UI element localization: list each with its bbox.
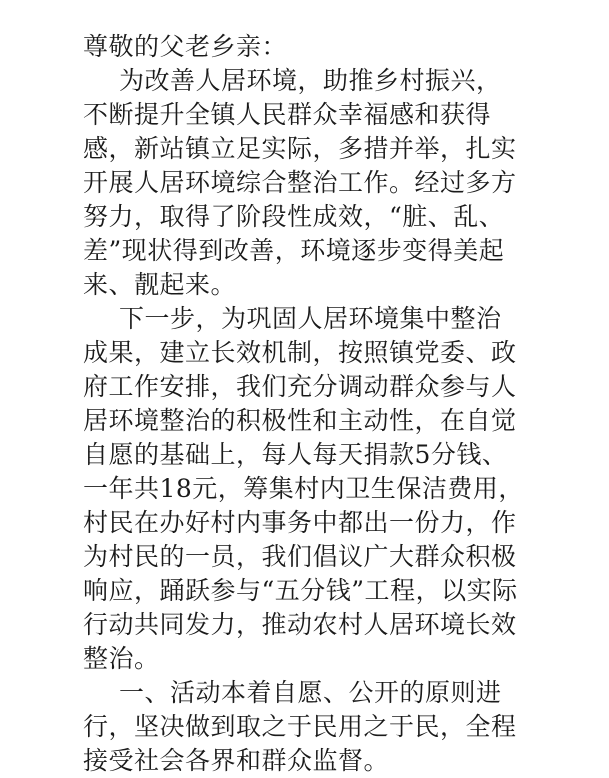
document-line: 自愿的基础上，每人每天捐款5分钱、: [83, 440, 508, 469]
document-body: [83, 30, 603, 778]
document-line: 响应，踊跃参与“五分钱”工程，以实际: [83, 576, 518, 605]
document-line: 为村民的一员，我们倡议广大群众积极: [83, 542, 517, 571]
document-line: 行，坚决做到取之于民用之于民，全程: [83, 712, 517, 741]
document-line: 尊敬的父老乡亲：: [83, 32, 288, 61]
document-line: 不断提升全镇人民群众幸福感和获得: [83, 100, 492, 129]
document-line: 为改善人居环境，助推乡村振兴，: [119, 66, 502, 95]
document-line: 感，新站镇立足实际，多措并举，扎实: [83, 134, 517, 163]
document-line: 成果，建立长效机制，按照镇党委、政: [83, 338, 517, 367]
document-line: 开展人居环境综合整治工作。经过多方: [83, 168, 517, 197]
document-line: 行动共同发力，推动农村人居环境长效: [83, 610, 517, 639]
document-line: 一年共18元，筹集村内卫生保洁费用，: [83, 474, 524, 503]
document-line: 一、活动本着自愿、公开的原则进: [119, 678, 502, 707]
document-line: 努力，取得了阶段性成效，“脏、乱、: [83, 202, 505, 231]
document-line: 差”现状得到改善，环境逐步变得美起: [83, 236, 505, 265]
document-line: 村民在办好村内事务中都出一份力，作: [83, 508, 517, 537]
document-line: 来、靓起来。: [83, 270, 237, 299]
document-line: 下一步，为巩固人居环境集中整治: [119, 304, 502, 333]
document-line: 整治。: [83, 644, 160, 673]
document-title-fragment: [245, 0, 365, 4]
document-line: 接受社会各界和群众监督。: [83, 746, 390, 775]
document-line: 居环境整治的积极性和主动性，在自觉: [83, 406, 517, 435]
document-line: 府工作安排，我们充分调动群众参与人: [83, 372, 517, 401]
